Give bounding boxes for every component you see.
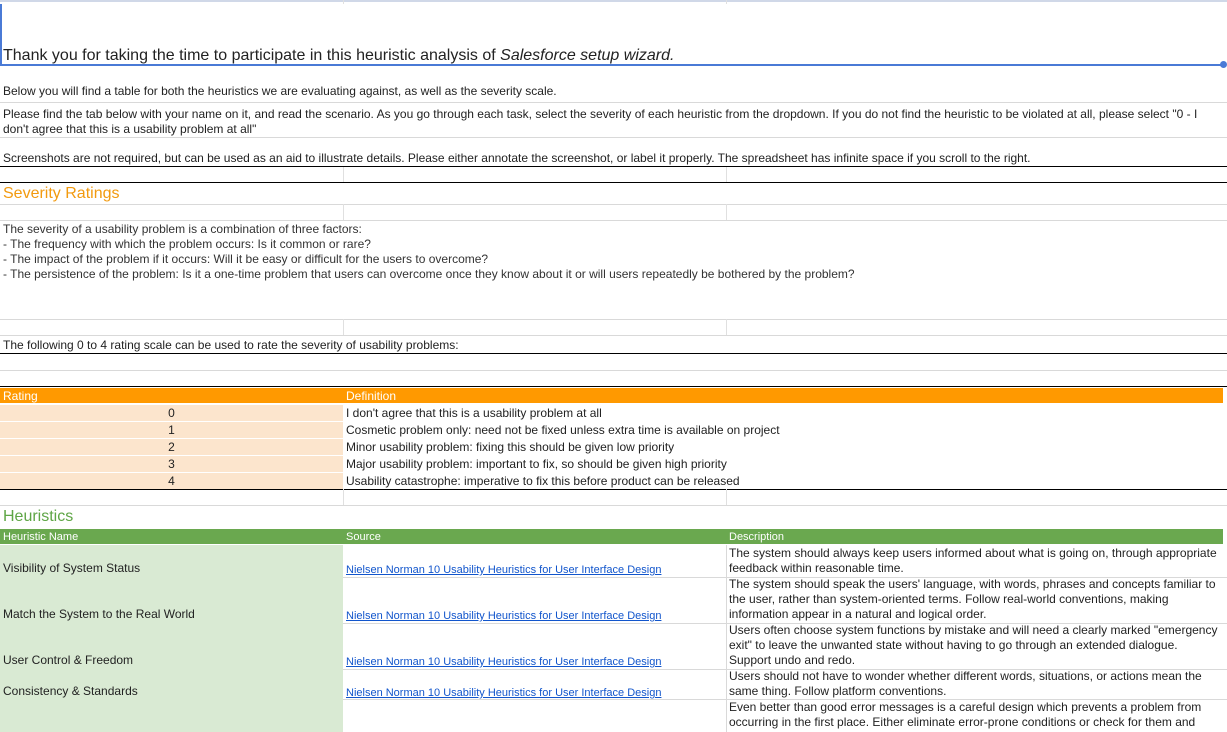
selection-bottom-edge bbox=[0, 64, 1222, 66]
row-divider bbox=[0, 182, 1227, 183]
severity-scale-intro[interactable]: The following 0 to 4 rating scale can be used to rate the severity of usability problems: bbox=[3, 338, 459, 352]
rating-header[interactable]: Rating bbox=[3, 389, 38, 403]
heuristic-name[interactable]: Match the System to the Real World bbox=[3, 607, 195, 621]
rating-value-cell[interactable]: 0 bbox=[0, 405, 343, 421]
rating-definition[interactable]: Usability catastrophe: imperative to fix this before product can be released bbox=[346, 474, 740, 488]
row-divider bbox=[0, 489, 1227, 490]
rating-definition[interactable]: Major usability problem: important to fix, so should be given high priority bbox=[346, 457, 727, 471]
intro-title[interactable] bbox=[3, 46, 674, 66]
rating-definition[interactable]: Cosmetic problem only: need not be fixed unless extra time is available on project bbox=[346, 423, 780, 437]
intro-line-3[interactable]: Screenshots are not required, but can be used as an aid to illustrate details. Please either annotate the screenshot, or label it properly. The spreadsheet has infinite space if you scroll to the right. bbox=[3, 151, 1031, 165]
heuristic-name-header[interactable]: Heuristic Name bbox=[3, 531, 79, 543]
column-divider bbox=[343, 0, 344, 4]
severity-factor-persistence: - The persistence of the problem: Is it a one-time problem that users can overcome once they know about it or will users repeatedly be bothered by the problem? bbox=[3, 267, 855, 281]
heuristic-description[interactable]: Even better than good error messages is a careful design which prevents a problem from occurring in the first place. Either eliminate error-prone conditions or check for them and bbox=[729, 700, 1202, 729]
heuristic-name[interactable]: Consistency & Standards bbox=[3, 684, 138, 698]
top-border bbox=[0, 0, 1227, 2]
selection-handle[interactable] bbox=[1220, 61, 1227, 68]
rating-value-cell[interactable]: 4 bbox=[0, 473, 343, 489]
rating-definition[interactable]: Minor usability problem: fixing this should be given low priority bbox=[346, 440, 675, 454]
column-divider bbox=[726, 489, 727, 505]
heuristics-table-header bbox=[0, 529, 1223, 544]
rating-table-header bbox=[0, 388, 1223, 403]
heuristic-description[interactable]: The system should speak the users' language, with words, phrases and concepts familiar to the user, rather than system-oriented terms. Follow real-world conventions, making information appear in a natural and logical order. bbox=[729, 577, 1216, 621]
heuristic-description[interactable]: The system should always keep users informed about what is going on, through appropriate feedback within reasonable time. bbox=[729, 546, 1217, 575]
row-divider bbox=[0, 386, 1227, 387]
column-divider bbox=[726, 204, 727, 220]
heuristic-name[interactable]: Visibility of System Status bbox=[3, 561, 141, 575]
intro-title-subject: Salesforce setup wizard. bbox=[500, 47, 675, 64]
severity-factor-impact: - The impact of the problem if it occurs: Will it be easy or difficult for the users to overcome? bbox=[3, 252, 489, 266]
column-divider bbox=[343, 319, 344, 335]
row-divider bbox=[0, 102, 1227, 103]
description-header[interactable]: Description bbox=[729, 531, 785, 543]
intro-title-prefix: Thank you for taking the time to participate in this heuristic analysis of bbox=[3, 47, 501, 64]
source-link-text[interactable]: Nielsen Norman 10 Usability Heuristics for User Interface Design bbox=[346, 610, 662, 622]
heuristic-source-link[interactable] bbox=[346, 608, 661, 622]
rating-definition[interactable]: I don't agree that this is a usability problem at all bbox=[346, 406, 602, 420]
column-divider bbox=[726, 167, 727, 182]
row-divider bbox=[0, 137, 1227, 138]
source-link-text[interactable]: Nielsen Norman 10 Usability Heuristics for User Interface Design bbox=[346, 564, 662, 576]
column-divider bbox=[343, 489, 344, 505]
heuristic-description[interactable]: Users should not have to wonder whether different words, situations, or actions mean the same thing. Follow platform conventions. bbox=[729, 669, 1202, 698]
row-divider bbox=[0, 370, 1227, 371]
intro-line-1[interactable]: Below you will find a table for both the heuristics we are evaluating against, as well as the severity scale. bbox=[3, 84, 557, 98]
severity-factor-frequency: - The frequency with which the problem occurs: Is it common or rare? bbox=[3, 237, 371, 251]
source-header[interactable]: Source bbox=[346, 531, 381, 543]
intro-line-2[interactable]: Please find the tab below with your name on it, and read the scenario. As you go through each task, select the severity of each heuristic from the dropdown. If you do not find the heuristic to be violated at all, please select "0 - I don't agree that this is a usability problem at all" bbox=[3, 107, 1198, 136]
definition-header[interactable]: Definition bbox=[346, 389, 397, 403]
heuristic-description[interactable]: Users often choose system functions by mistake and will need a clearly marked "emergency exit" to leave the unwanted state without having to go through an extended dialogue. Support undo and redo. bbox=[729, 623, 1218, 667]
column-divider bbox=[726, 319, 727, 335]
column-divider bbox=[726, 0, 727, 4]
row-divider bbox=[0, 204, 1227, 205]
heuristic-source-link[interactable] bbox=[346, 685, 661, 699]
source-link-text[interactable]: Nielsen Norman 10 Usability Heuristics for User Interface Design bbox=[346, 656, 662, 668]
rating-value-cell[interactable]: 1 bbox=[0, 422, 343, 438]
row-divider bbox=[0, 505, 1227, 506]
heuristic-source-link[interactable] bbox=[346, 654, 661, 668]
source-link-text[interactable]: Nielsen Norman 10 Usability Heuristics for User Interface Design bbox=[346, 687, 662, 699]
row-divider bbox=[0, 220, 1227, 221]
heuristic-source-link[interactable] bbox=[346, 562, 661, 576]
row-divider bbox=[0, 166, 1227, 167]
column-divider bbox=[343, 167, 344, 182]
selection-left-edge bbox=[0, 4, 2, 64]
column-divider bbox=[726, 545, 727, 732]
severity-title[interactable]: Severity Ratings bbox=[3, 185, 120, 202]
rating-value-cell[interactable]: 2 bbox=[0, 439, 343, 455]
severity-intro[interactable]: The severity of a usability problem is a combination of three factors: bbox=[3, 222, 362, 236]
heuristics-title[interactable]: Heuristics bbox=[3, 508, 74, 525]
rating-value-cell[interactable]: 3 bbox=[0, 456, 343, 472]
row-divider bbox=[0, 335, 1227, 336]
row-divider bbox=[0, 319, 1227, 320]
column-divider bbox=[343, 204, 344, 220]
row-divider bbox=[0, 353, 1227, 354]
heuristic-name[interactable]: User Control & Freedom bbox=[3, 653, 134, 667]
